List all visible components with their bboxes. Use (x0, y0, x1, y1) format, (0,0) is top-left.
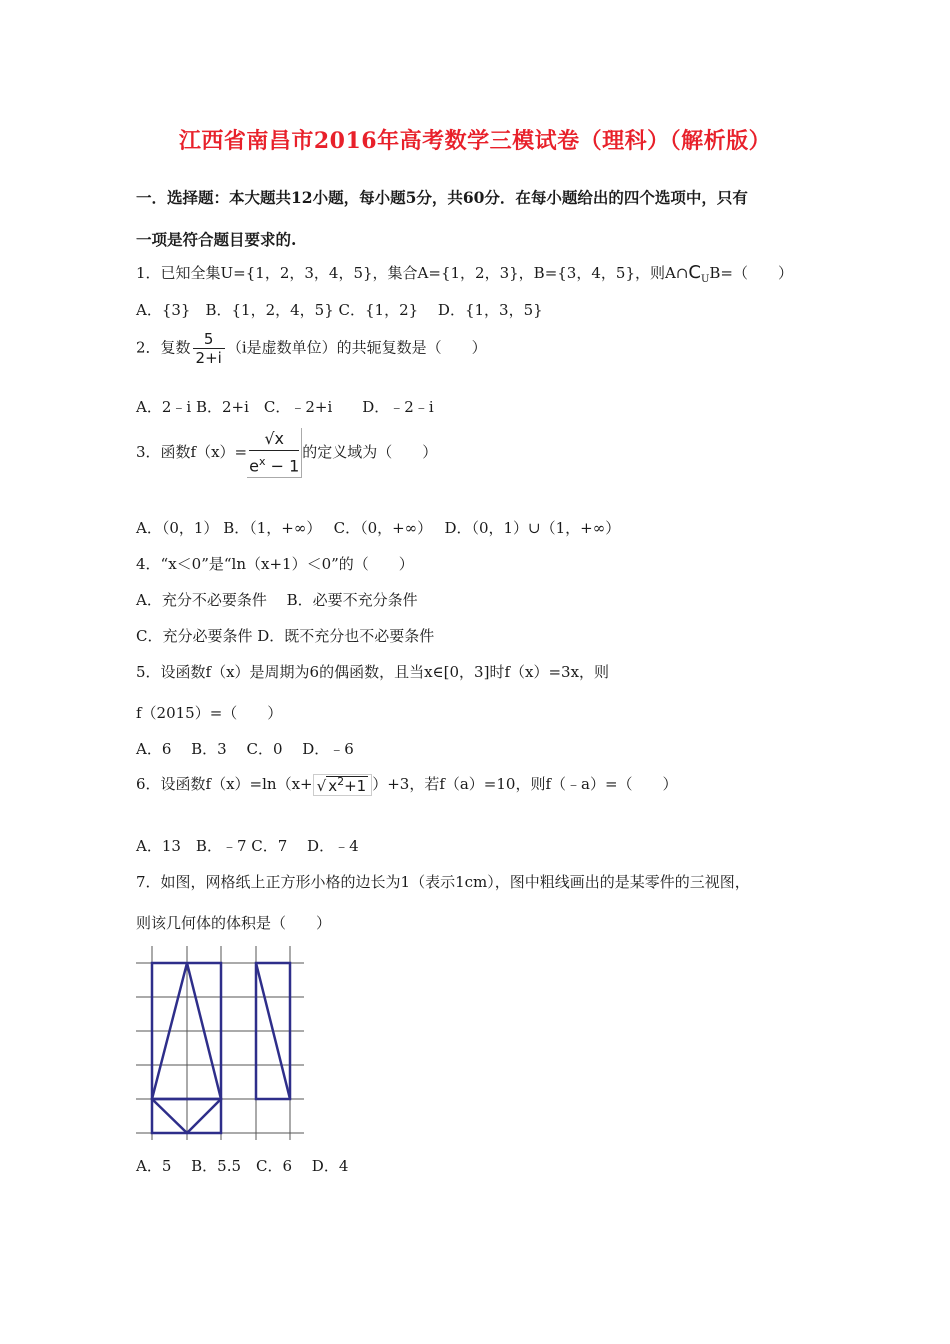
question-5-stem-line2: f（2015）=（ ） (136, 704, 283, 722)
question-6-options: A．13 B．﹣7 C．7 D．﹣4 (136, 837, 359, 855)
q3-suffix: 的定义域为（ ） (302, 443, 438, 462)
q2-suffix: （i是虚数单位）的共轭复数是（ ） (226, 338, 487, 357)
question-7-stem-line2: 则该几何体的体积是（ ） (136, 914, 332, 932)
question-2-options: A．2﹣i B．2+i C．﹣2+i D．﹣2﹣i (136, 398, 434, 416)
question-5-stem-line1: 5．设函数f（x）是周期为6的偶函数，且当x∈[0，3]时f（x）=3x，则 (136, 663, 610, 681)
q2-fraction-numerator: 5 (193, 330, 225, 349)
q2-fraction-denominator: 2+i (195, 349, 222, 367)
question-2-stem (136, 330, 487, 367)
q2-prefix: 2．复数 (136, 338, 191, 357)
three-view-figure (136, 946, 312, 1142)
question-4-stem: 4．“x＜0”是“ln（x+1）＜0”的（ ） (136, 555, 414, 573)
question-3-options: A．（0，1） B．（1，+∞） C．（0，+∞） D．（0，1）∪（1，+∞） (136, 519, 621, 537)
question-5-options: A．6 B．3 C．0 D．﹣6 (136, 740, 354, 758)
q6-square-root: √ $x^2+1$ (313, 774, 373, 796)
question-4-options-line2: C．充分必要条件 D．既不充分也不必要条件 (136, 627, 435, 645)
section-instructions-line1: 一．选择题：本大题共12小题，每小题5分，共60分．在每小题给出的四个选项中，只有 (136, 188, 748, 207)
question-7-options: A．5 B．5.5 C．6 D．4 (136, 1157, 349, 1175)
section-instructions-line2: 一项是符合题目要求的. (136, 230, 297, 249)
complement-subscript: U (700, 274, 710, 285)
q3-prefix: 3．函数f（x）= (136, 443, 248, 462)
q2-fraction (193, 330, 225, 367)
q3-fraction-denominator: $e^x - 1$ (249, 455, 300, 476)
question-4-options-line1: A．充分不必要条件 B．必要不充分条件 (136, 591, 418, 609)
q6-prefix: 6．设函数f（x）=ln（x+ (136, 775, 313, 793)
q1-stem-before: 1．已知全集U={1，2，3，4，5}，集合A={1，2，3}，B={3，4，5}，则A∩ (136, 264, 689, 282)
q3-fraction (247, 428, 302, 478)
q1-stem-after: B=（ ） (709, 264, 793, 282)
question-1-stem (136, 262, 793, 285)
question-1-options: A．{3} B．{1，2，4，5} C．{1，2} D．{1，3，5} (136, 301, 543, 319)
q3-fraction-numerator: √x (249, 428, 299, 451)
document-title: 江西省南昌市2016年高考数学三模试卷（理科）（解析版） (178, 128, 772, 154)
question-3-stem (136, 428, 437, 478)
question-6-stem (136, 773, 678, 796)
complement-symbol: C (688, 262, 701, 283)
question-7-stem-line1: 7．如图，网格纸上正方形小格的边长为1（表示1cm），图中粗线画出的是某零件的三视图， (136, 873, 750, 891)
q6-suffix: ）+3，若f（a）=10，则f（﹣a）=（ ） (372, 775, 678, 793)
